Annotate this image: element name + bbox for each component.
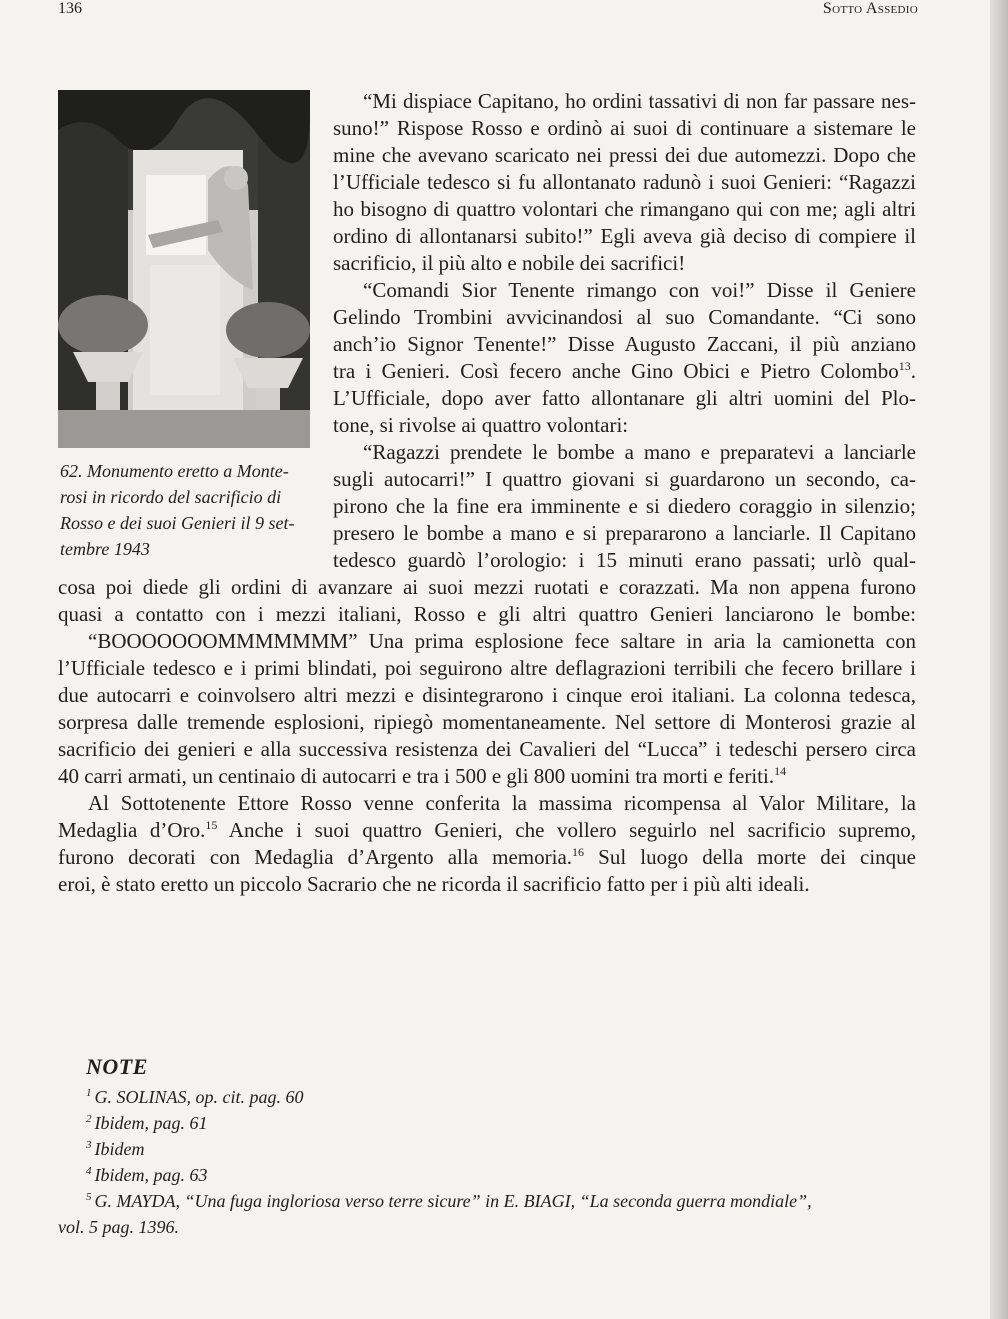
- text-line: “Ragazzi prendete le bombe a mano e preparatevi a lanciarle: [363, 440, 916, 464]
- text-line: tedesco guardò l’orologio: i 15 minuti erano passati; urlò qual-: [333, 548, 916, 572]
- text-line: [58, 817, 916, 844]
- narrative-column: [333, 88, 916, 574]
- monument-photo: [58, 90, 310, 448]
- text-line: sugli autocarri!” I quattro giovani si guardarono un secondo, ca-: [333, 467, 916, 491]
- text-line: Gelindo Trombini avvicinandosi al suo Comandante. “Ci sono: [333, 305, 916, 329]
- footnote-ref-14: 14: [774, 764, 787, 778]
- text-line: [58, 844, 916, 871]
- running-head: [58, 0, 918, 22]
- text-line: pirono che la fine era imminente e si diedero coraggio in silenzio;: [333, 494, 916, 518]
- note-number: 2: [86, 1113, 92, 1125]
- text-line: l’Ufficiale tedesco e i primi blindati, poi seguirono altre deflagrazioni terribili che fecero brillare i: [58, 656, 916, 680]
- text-line: sorpresa dalle tremende esplosioni, ripiegò momentaneamente. Nel settore di Monterosi grazie al: [58, 710, 916, 734]
- note-text: Ibidem: [94, 1139, 145, 1159]
- text-line: “BOOOOOOOMMMMMMM” Una prima esplosione fece saltare in aria la camionetta con: [88, 629, 916, 653]
- note-number: 5: [86, 1191, 92, 1203]
- note-item: [86, 1188, 916, 1214]
- note-text: Ibidem, pag. 63: [94, 1165, 208, 1185]
- text-line: suno!” Rispose Rosso e ordinò ai suoi di continuare a sistemare le: [333, 116, 916, 140]
- text-line: ordino di allontanarsi subito!” Egli aveva già deciso di compiere il: [333, 224, 916, 248]
- text-line: quasi a contatto con i mezzi italiani, Rosso e gli altri quattro Genieri lanciarono le bombe:: [58, 602, 916, 626]
- text-line: presero le bombe a mano e si prepararono a lanciarle. Il Capitano: [333, 521, 916, 545]
- text-fragment: furono decorati con Medaglia d’Argento alla memoria.: [58, 845, 573, 869]
- notes-list: [58, 1084, 916, 1240]
- page-edge-shadow: [990, 0, 1008, 1319]
- text-line: [58, 763, 916, 790]
- footnote-ref-13: 13: [898, 359, 911, 373]
- text-line: ho bisogno di quattro volontari che rimangano qui con me; agli altri: [333, 197, 916, 221]
- text-fragment: 40 carri armati, un centinaio di autocarri e tra i 500 e gli 800 uomini tra morti e feriti.: [58, 764, 775, 788]
- note-text: Ibidem, pag. 61: [94, 1113, 208, 1133]
- text-line: l’Ufficiale tedesco si fu allontanato radunò i suoi Genieri: “Ragazzi: [333, 170, 916, 194]
- note-number: 1: [86, 1087, 92, 1099]
- monument-photo-image: [58, 90, 310, 448]
- text-line: anch’io Signor Tenente!” Disse Augusto Zaccani, il più anziano: [333, 332, 916, 356]
- text-line: eroi, è stato eretto un piccolo Sacrario che ne ricorda il sacrificio fatto per i più alti ideali.: [58, 872, 810, 896]
- text-fragment: tra i Genieri. Così fecero anche Gino Obici e Pietro Colombo: [333, 359, 899, 383]
- text-line: tra i Genieri. Così fecero anche Gino Obici e Pietro Colombo$^{13}$.: [333, 359, 916, 383]
- text-fragment: Medaglia d’Oro.: [58, 818, 206, 842]
- note-text: G. SOLINAS, op. cit. pag. 60: [94, 1087, 304, 1107]
- note-item: [86, 1136, 916, 1162]
- note-item: [86, 1162, 916, 1188]
- text-line: due autocarri e coinvolsero altri mezzi e disintegrarono i cinque eroi italiani. La colonna tedesca,: [58, 683, 916, 707]
- note-item: [86, 1084, 916, 1110]
- caption-line: 62. Monumento eretto a Monte-: [60, 461, 289, 481]
- text-line: “Comandi Sior Tenente rimango con voi!” Disse il Geniere: [363, 278, 916, 302]
- caption-line: Rosso e dei suoi Genieri il 9 set-: [60, 513, 295, 533]
- text-line: cosa poi diede gli ordini di avanzare ai suoi mezzi ruotati e corazzati. Ma non appena furono: [58, 575, 916, 599]
- caption-line: rosi in ricordo del sacrificio di: [60, 487, 282, 507]
- text-line: tone, si rivolse ai quattro volontari:: [333, 413, 629, 437]
- text-line: sacrificio, il più alto e nobile dei sacrifici!: [333, 251, 686, 275]
- text-fragment: Anche i suoi quattro Genieri, che vollero seguirlo nel sacrificio supremo,: [217, 818, 916, 842]
- footnote-ref-15: 15: [205, 818, 218, 832]
- note-number: 3: [86, 1139, 92, 1151]
- narrative-full-width: [58, 574, 916, 898]
- text-line: Al Sottotenente Ettore Rosso venne conferita la massima ricompensa al Valor Militare, la: [88, 791, 916, 815]
- figure-caption: [60, 458, 318, 562]
- text-line: sacrificio dei genieri e alla successiva resistenza dei Cavalieri del “Lucca” i tedeschi persero circa: [58, 737, 916, 761]
- text-line: L’Ufficiale, dopo aver fatto allontanare gli altri uomini del Plo-: [333, 386, 916, 410]
- text-fragment: Sul luogo della morte dei cinque: [584, 845, 916, 869]
- section-title: Sotto Assedio: [822, 0, 918, 17]
- caption-line: tembre 1943: [60, 539, 150, 559]
- notes-heading: NOTE: [86, 1054, 148, 1079]
- note-text: G. MAYDA, “Una fuga ingloriosa verso terre sicure” in E. BIAGI, “La seconda guerra mondiale”,: [94, 1191, 812, 1211]
- text-line: mine che avevano scaricato nei pressi dei due automezzi. Dopo che: [333, 143, 916, 167]
- footnote-ref-16: 16: [572, 845, 585, 859]
- note-item: [86, 1110, 916, 1136]
- page-number: 136: [58, 0, 82, 17]
- note-number: 4: [86, 1165, 92, 1177]
- note-continuation: vol. 5 pag. 1396.: [58, 1217, 179, 1237]
- text-line: “Mi dispiace Capitano, ho ordini tassativi di non far passare nes-: [363, 89, 916, 113]
